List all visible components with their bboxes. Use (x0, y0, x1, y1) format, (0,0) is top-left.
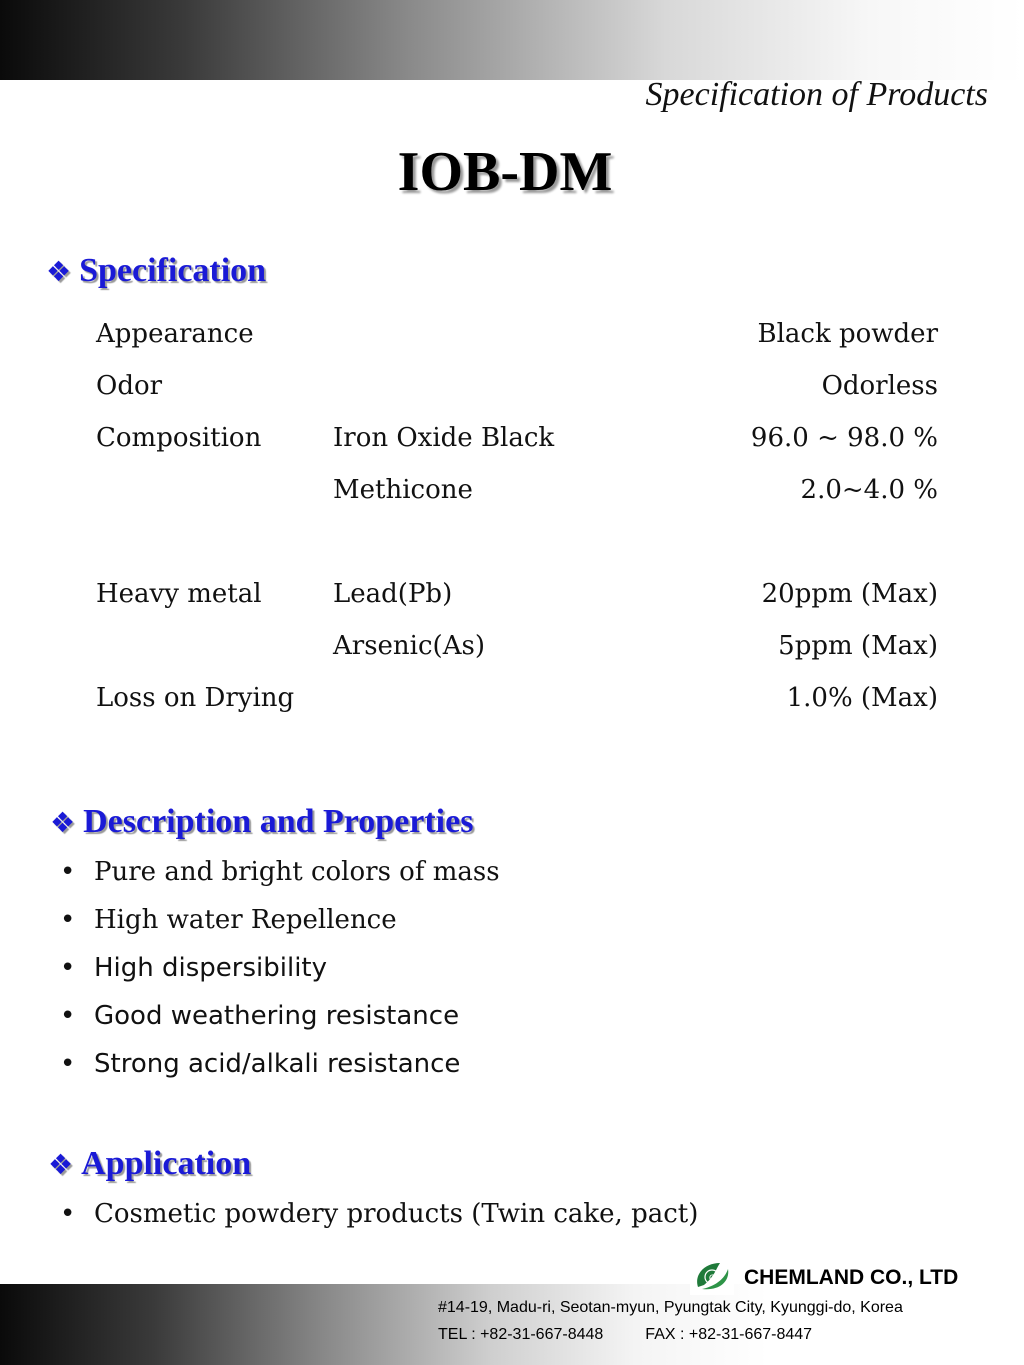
application-heading (48, 1145, 251, 1183)
company-address: #14-19, Madu-ri, Seotan-myun, Pyungtak City, Kyunggi-do, Korea (438, 1299, 903, 1316)
product-title: IOB-DM (397, 141, 613, 203)
bullet-dot-icon: • (60, 857, 76, 887)
fax-number: FAX : +82-31-667-8447 (645, 1326, 813, 1343)
spec-value: 2.0~4.0 % (800, 475, 938, 505)
diamond-bullet-icon: ❖ (50, 806, 76, 839)
list-item (60, 1049, 460, 1079)
spec-value: Odorless (821, 371, 938, 401)
telephone-number: TEL : +82-31-667-8448 (438, 1326, 604, 1343)
bullet-dot-icon: • (60, 905, 76, 935)
page-subtitle: Specification of Products (645, 76, 988, 113)
list-item (60, 953, 327, 983)
spec-label: Composition (96, 423, 262, 453)
spec-item: Methicone (333, 475, 473, 505)
description-heading-label: Description and Properties (83, 803, 474, 840)
spec-item: Arsenic(As) (333, 631, 485, 661)
list-item-text: Strong acid/alkali resistance (94, 1049, 461, 1079)
spec-value: 5ppm (Max) (778, 631, 938, 661)
company-name: CHEMLAND CO., LTD (744, 1266, 959, 1289)
spec-item: Lead(Pb) (333, 579, 453, 609)
bullet-dot-icon: • (60, 1001, 76, 1031)
diamond-bullet-icon: ❖ (46, 255, 72, 288)
header-gradient-band (0, 0, 1024, 80)
company-logo (690, 1257, 734, 1295)
spec-row-methicone (96, 475, 938, 515)
bullet-dot-icon: • (60, 953, 76, 983)
spec-row-heavy-metal (96, 579, 938, 619)
spec-label: Loss on Drying (96, 683, 295, 713)
spec-value: 1.0% (Max) (786, 683, 938, 713)
list-item-text: Cosmetic powdery products (Twin cake, pact) (94, 1199, 699, 1229)
spec-row-loss-on-drying (96, 683, 938, 723)
list-item (60, 1001, 459, 1031)
list-item-text: Good weathering resistance (94, 1001, 460, 1031)
spec-value: Black powder (757, 319, 938, 349)
list-item-text: Pure and bright colors of mass (94, 857, 500, 887)
spec-value: 20ppm (Max) (761, 579, 938, 609)
list-item (60, 857, 500, 887)
specification-heading-label: Specification (79, 252, 267, 289)
spec-label: Odor (96, 371, 163, 401)
description-heading (50, 803, 473, 841)
spec-row-odor (96, 371, 938, 411)
spec-value: 96.0 ~ 98.0 % (750, 423, 938, 453)
list-item (60, 1199, 698, 1229)
spec-label: Appearance (96, 319, 254, 349)
bullet-dot-icon: • (60, 1049, 76, 1079)
spec-item: Iron Oxide Black (333, 423, 555, 453)
bullet-dot-icon: • (60, 1199, 76, 1229)
diamond-bullet-icon: ❖ (48, 1148, 74, 1181)
logo-letter: C (708, 1274, 716, 1284)
spec-row-arsenic (96, 631, 938, 671)
list-item (60, 905, 397, 935)
spec-label: Heavy metal (96, 579, 262, 609)
list-item-text: High dispersibility (94, 953, 328, 983)
chemland-logo-icon (690, 1257, 734, 1295)
specification-heading (46, 252, 266, 290)
list-item-text: High water Repellence (94, 905, 397, 935)
footer-gradient-band (0, 1284, 1024, 1365)
company-contact (438, 1326, 812, 1344)
spec-row-appearance (96, 319, 938, 359)
spec-row-composition (96, 423, 938, 463)
application-heading-label: Application (81, 1145, 252, 1182)
